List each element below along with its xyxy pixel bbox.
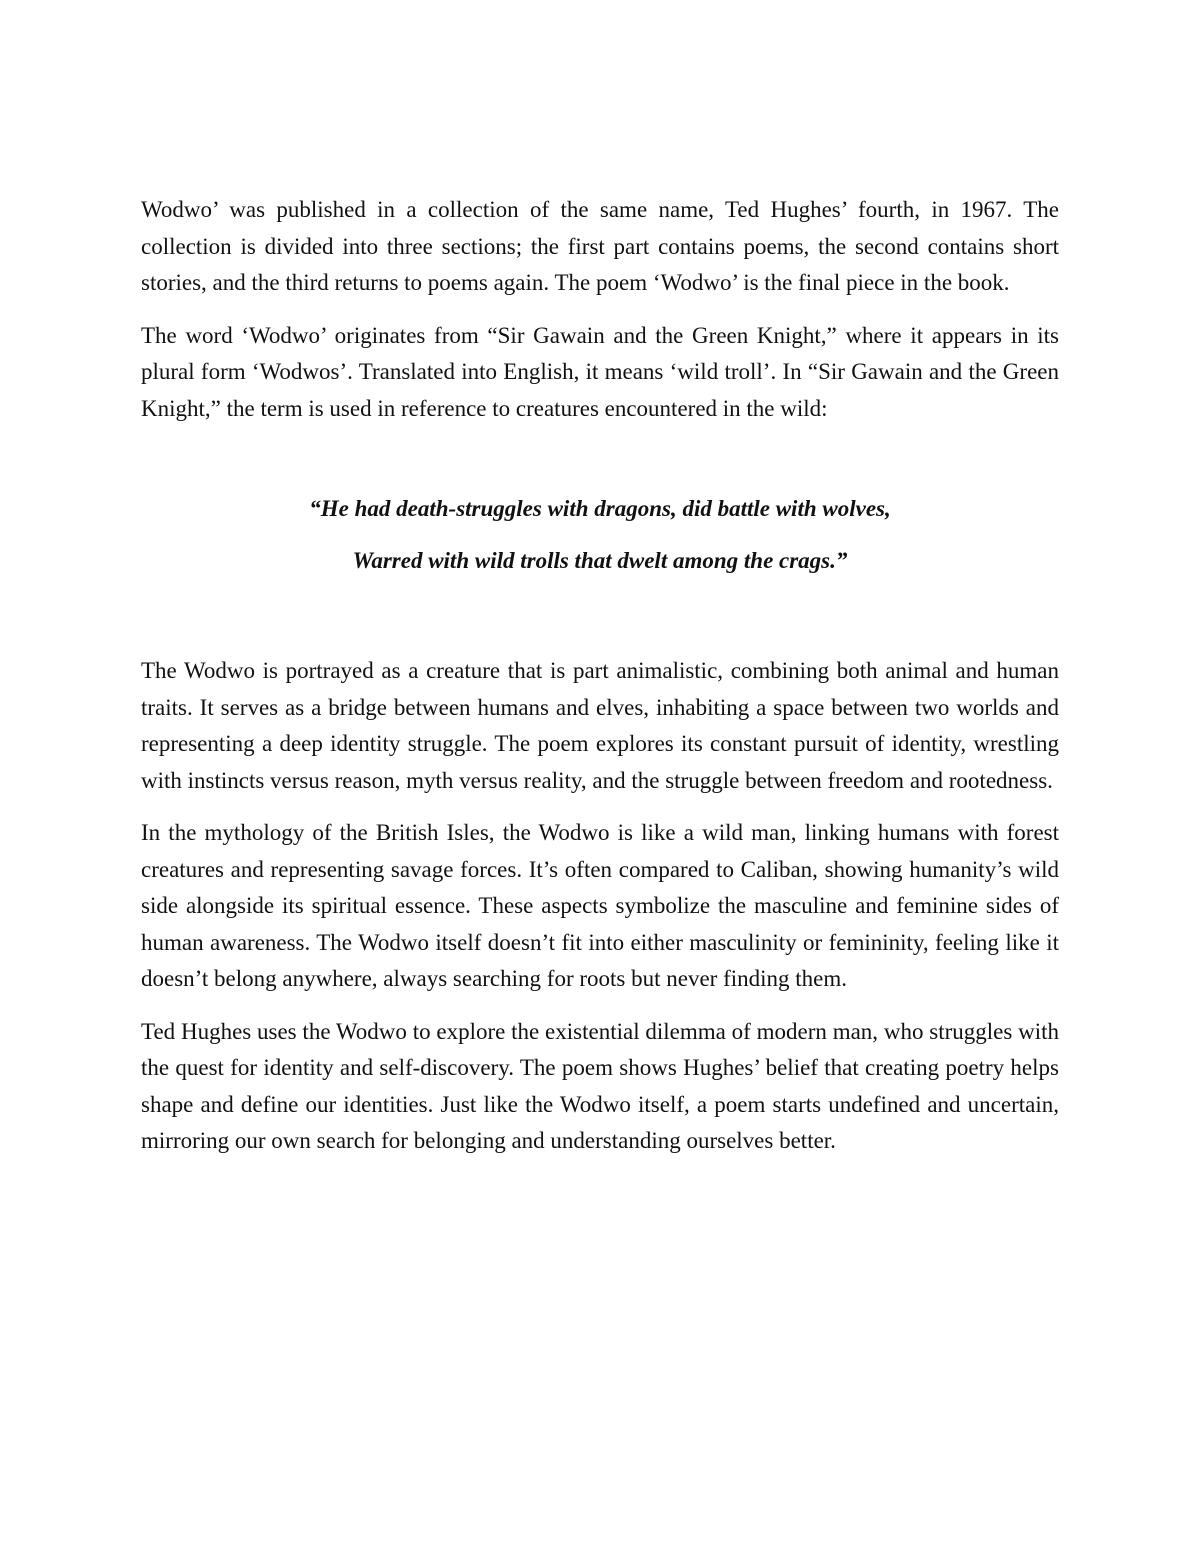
paragraph-existential: Ted Hughes uses the Wodwo to explore the existential dilemma of modern man, who struggles with the quest for identity and self-discovery. The poem shows Hughes’ belief that creating poetry helps shape and define our identities. Just like the Wodwo itself, a poem starts undefined and uncertain, mirroring our own search for belonging and understanding ourselves better. — [141, 1018, 1059, 1153]
paragraph-publication: Wodwo’ was published in a collection of the same name, Ted Hughes’ fourth, in 1967. The collection is divided into three sections; the first part contains poems, the second contains short stories, and the third returns to poems again. The poem ‘Wodwo’ is the final piece in the book. — [141, 197, 1059, 295]
quote-line-2: Warred with wild trolls that dwelt among the crags.” — [352, 548, 848, 573]
quote-line-1: “He had death-struggles with dragons, did battle with wolves, — [309, 496, 891, 521]
paragraph-word-origin: The word ‘Wodwo’ originates from “Sir Gawain and the Green Knight,” where it appears in its plural form ‘Wodwos’. Translated into English, it means ‘wild troll’. In “Sir Gawain and the Green Knight,” the term is used in reference to creatures encountered in the wild: — [141, 322, 1059, 421]
document-body — [141, 192, 1059, 1176]
paragraph-mythology: In the mythology of the British Isles, the Wodwo is like a wild man, linking humans with forest creatures and representing savage forces. It’s often compared to Caliban, showing humanity’s wild side alongside its spiritual essence. These aspects symbolize the masculine and feminine sides of human awareness. The Wodwo itself doesn’t fit into either masculinity or femininity, feeling like it doesn’t belong anywhere, always searching for roots but never finding them. — [141, 820, 1059, 991]
block-quote — [141, 483, 1059, 587]
paragraph-portrayal: The Wodwo is portrayed as a creature that is part animalistic, combining both animal and human traits. It serves as a bridge between humans and elves, inhabiting a space between two worlds and representing a deep identity struggle. The poem explores its constant pursuit of identity, wrestling with instincts versus reason, myth versus reality, and the struggle between freedom and rootedness. — [141, 658, 1059, 793]
